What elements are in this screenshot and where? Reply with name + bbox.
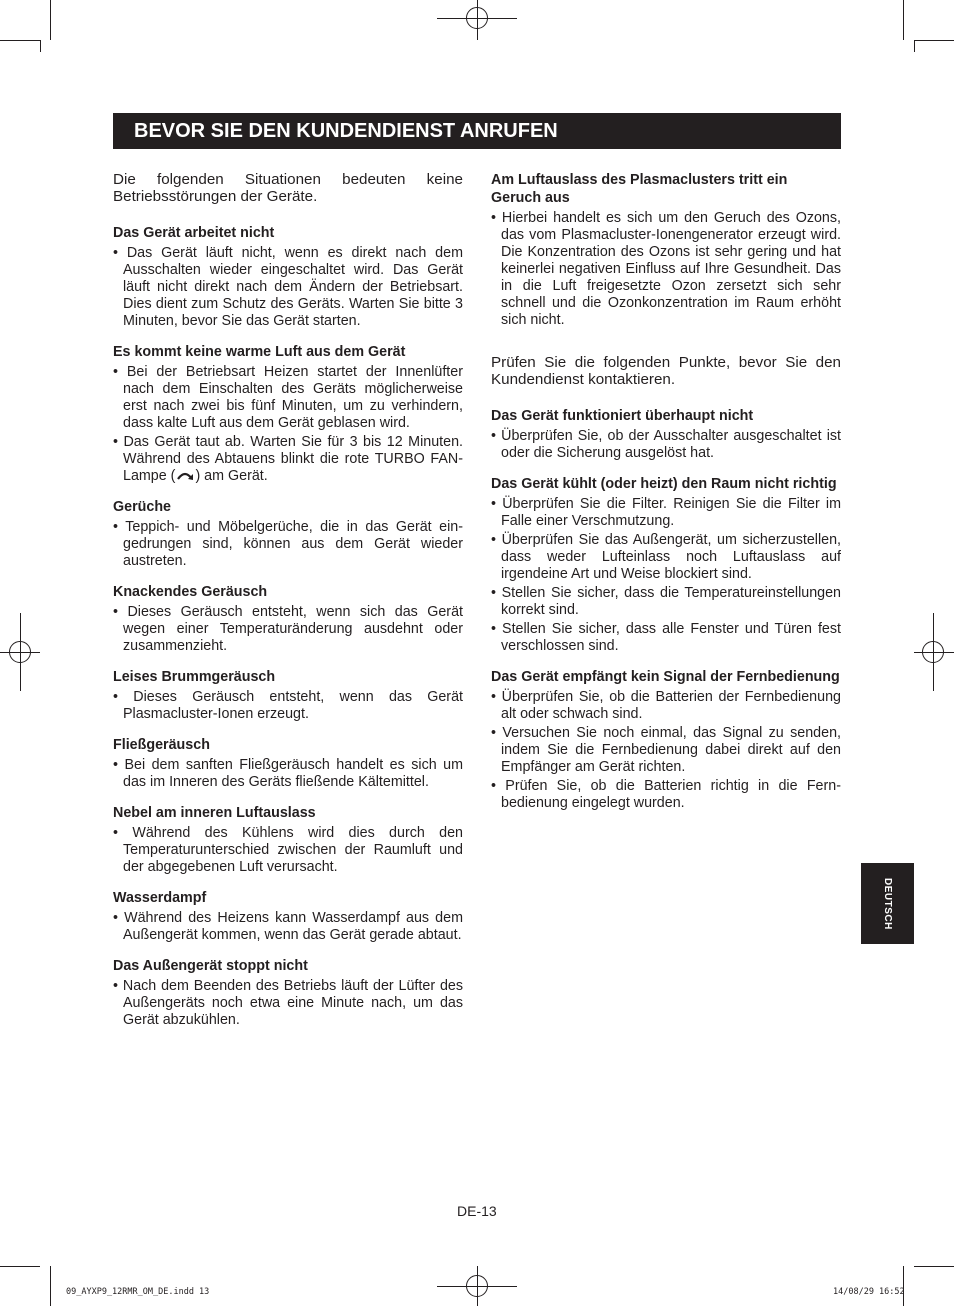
section bbox=[113, 804, 463, 876]
intro-text: Prüfen Sie die folgenden Punkte, bevor Sie den Kundendienst kontaktieren. bbox=[491, 354, 841, 388]
section-title: Gerüche bbox=[113, 499, 172, 515]
section bbox=[113, 343, 463, 485]
bullet-item: • Versuchen Sie noch einmal, das Signal zu senden, indem Sie die Fernbedienung dabei direkt auf den Empfänger am Gerät richten. bbox=[491, 725, 841, 775]
bullet-item: • Überprüfen Sie, ob die Batterien der Fernbedienung alt oder schwach sind. bbox=[491, 689, 841, 722]
bullet-item: • Das Gerät läuft nicht, wenn es direkt nach dem Ausschalten wieder eingeschaltet wird. Das Gerät läuft nicht direkt nach dem Ändern der Betriebsart. Dies dient zum Schutz des Geräts. Warten Sie bitte 3 Minuten, bevor Sie das Gerät starten. bbox=[113, 245, 463, 329]
section-title: Das Außengerät stoppt nicht bbox=[113, 958, 308, 974]
bullet-item: • Überprüfen Sie, ob der Ausschalter ausgeschaltet ist oder die Sicherung ausgelöst hat. bbox=[491, 428, 841, 461]
crop-mark bbox=[0, 40, 40, 41]
bullet-item: • Prüfen Sie, ob die Batterien richtig in die Fernbedienung eingelegt wurden. bbox=[491, 778, 841, 811]
page-title: BEVOR SIE DEN KUNDENDIENST ANRUFEN bbox=[113, 113, 841, 149]
section-title: Am Luftauslass des Plasmaclusters tritt ein Geruch aus bbox=[491, 172, 788, 206]
bullet-item: • Bei dem sanften Fließgeräusch handelt es sich um das im Inneren des Geräts fließende Kältemittel. bbox=[113, 757, 463, 790]
right-column bbox=[491, 171, 841, 825]
section bbox=[491, 668, 841, 812]
page-number: DE-13 bbox=[457, 1203, 497, 1219]
turbo-fan-icon bbox=[175, 469, 195, 481]
section bbox=[491, 171, 841, 329]
bullet-text: • Das Gerät taut ab. Warten Sie für 3 bis 12 Minuten. Während des Abtauens blinkt die rote TURBO FAN-Lampe ( bbox=[113, 434, 463, 484]
section-title: Nebel am inneren Luftauslass bbox=[113, 805, 316, 821]
crop-mark bbox=[914, 40, 915, 52]
bullet-item: • Während des Kühlens wird dies durch den Temperaturunterschied zwischen der Raumluft und der abgegebenen Luft verursacht. bbox=[113, 825, 463, 875]
section-title: Fließgeräusch bbox=[113, 737, 210, 753]
crop-mark bbox=[40, 40, 41, 52]
registration-mark bbox=[9, 641, 31, 663]
bullet-item: • Stellen Sie sicher, dass alle Fenster und Türen fest verschlossen sind. bbox=[491, 621, 841, 654]
crop-mark bbox=[0, 1266, 40, 1267]
crop-mark bbox=[914, 40, 954, 41]
crop-mark bbox=[914, 1266, 954, 1267]
slug-timestamp: 14/08/29 16:52 bbox=[833, 1287, 905, 1297]
crop-mark bbox=[50, 0, 51, 40]
bullet-item: • Hierbei handelt es sich um den Geruch des Ozons, das vom Plasmacluster-Ionengenerator erzeugt wird. Die Konzentration des Ozons ist sehr gering und hat keinerlei negativen Einfluss auf Ihre Gesundheit. Das in die Luft freigesetzte Ozon zersetzt sich sehr schnell und die Ozonkonzentration im Raum erhöht sich nicht. bbox=[491, 210, 841, 328]
registration-mark bbox=[466, 7, 488, 29]
crop-mark bbox=[50, 1266, 51, 1306]
section-title: Wasserdampf bbox=[113, 890, 207, 906]
section-title: Knackendes Geräusch bbox=[113, 584, 268, 600]
bullet-item: • Stellen Sie sicher, dass die Temperatureinstellungen korrekt sind. bbox=[491, 585, 841, 618]
section-title: Leises Brummgeräusch bbox=[113, 669, 276, 685]
bullet-text: ) am Gerät. bbox=[195, 468, 268, 484]
left-column bbox=[113, 171, 463, 1042]
bullet-item: • Nach dem Beenden des Betriebs läuft der Lüfter des Außengeräts noch etwa eine Minute nach, um das Gerät abzukühlen. bbox=[113, 978, 463, 1028]
bullet-item: • Überprüfen Sie die Filter. Reinigen Sie die Filter im Falle einer Verschmutzung. bbox=[491, 496, 841, 529]
bullet-item: • Teppich- und Möbelgerüche, die in das Gerät eingedrungen sind, können aus dem Gerät wieder austreten. bbox=[113, 519, 463, 569]
section-title: Das Gerät empfängt kein Signal der Fernbedienung bbox=[491, 669, 840, 685]
section-title: Das Gerät arbeitet nicht bbox=[113, 225, 275, 241]
section bbox=[113, 889, 463, 944]
bullet-item: • Dieses Geräusch entsteht, wenn sich das Gerät wegen einer Temperaturänderung ausdehnt oder zusammenzieht. bbox=[113, 604, 463, 654]
bullet-item: • Überprüfen Sie das Außengerät, um sicherzustellen, dass weder Lufteinlass noch Luftauslass auf irgendeine Art und Weise blockiert sind. bbox=[491, 532, 841, 582]
slug-filename: 09_AYXP9_12RMR_OM_DE.indd 13 bbox=[66, 1287, 210, 1297]
bullet-item bbox=[113, 434, 463, 485]
registration-mark bbox=[922, 641, 944, 663]
section-title: Es kommt keine warme Luft aus dem Gerät bbox=[113, 344, 406, 360]
section bbox=[113, 224, 463, 330]
section bbox=[491, 407, 841, 462]
bullet-item: • Dieses Geräusch entsteht, wenn das Gerät Plasmacluster-Ionen erzeugt. bbox=[113, 689, 463, 722]
section bbox=[113, 668, 463, 723]
section bbox=[491, 475, 841, 655]
bullet-item: • Während des Heizens kann Wasserdampf aus dem Außengerät kommen, wenn das Gerät gerade abtaut. bbox=[113, 910, 463, 943]
section bbox=[113, 583, 463, 655]
section bbox=[113, 498, 463, 570]
section-title: Das Gerät funktioniert überhaupt nicht bbox=[491, 408, 754, 424]
section-title: Das Gerät kühlt (oder heizt) den Raum nicht richtig bbox=[491, 476, 837, 492]
registration-mark bbox=[466, 1275, 488, 1297]
crop-mark bbox=[903, 1266, 904, 1306]
intro-text: Die folgenden Situationen bedeuten keine Betriebsstörungen der Geräte. bbox=[113, 171, 463, 205]
section bbox=[113, 736, 463, 791]
section bbox=[113, 957, 463, 1029]
crop-mark bbox=[903, 0, 904, 40]
bullet-item: • Bei der Betriebsart Heizen startet der Innenlüfter nach dem Einschalten des Geräts möglicherweise erst nach zwei bis fünf Minuten, um zu verhindern, dass kalte Luft aus dem Gerät geblasen wird. bbox=[113, 364, 463, 431]
language-tab: DEUTSCH bbox=[861, 863, 914, 944]
